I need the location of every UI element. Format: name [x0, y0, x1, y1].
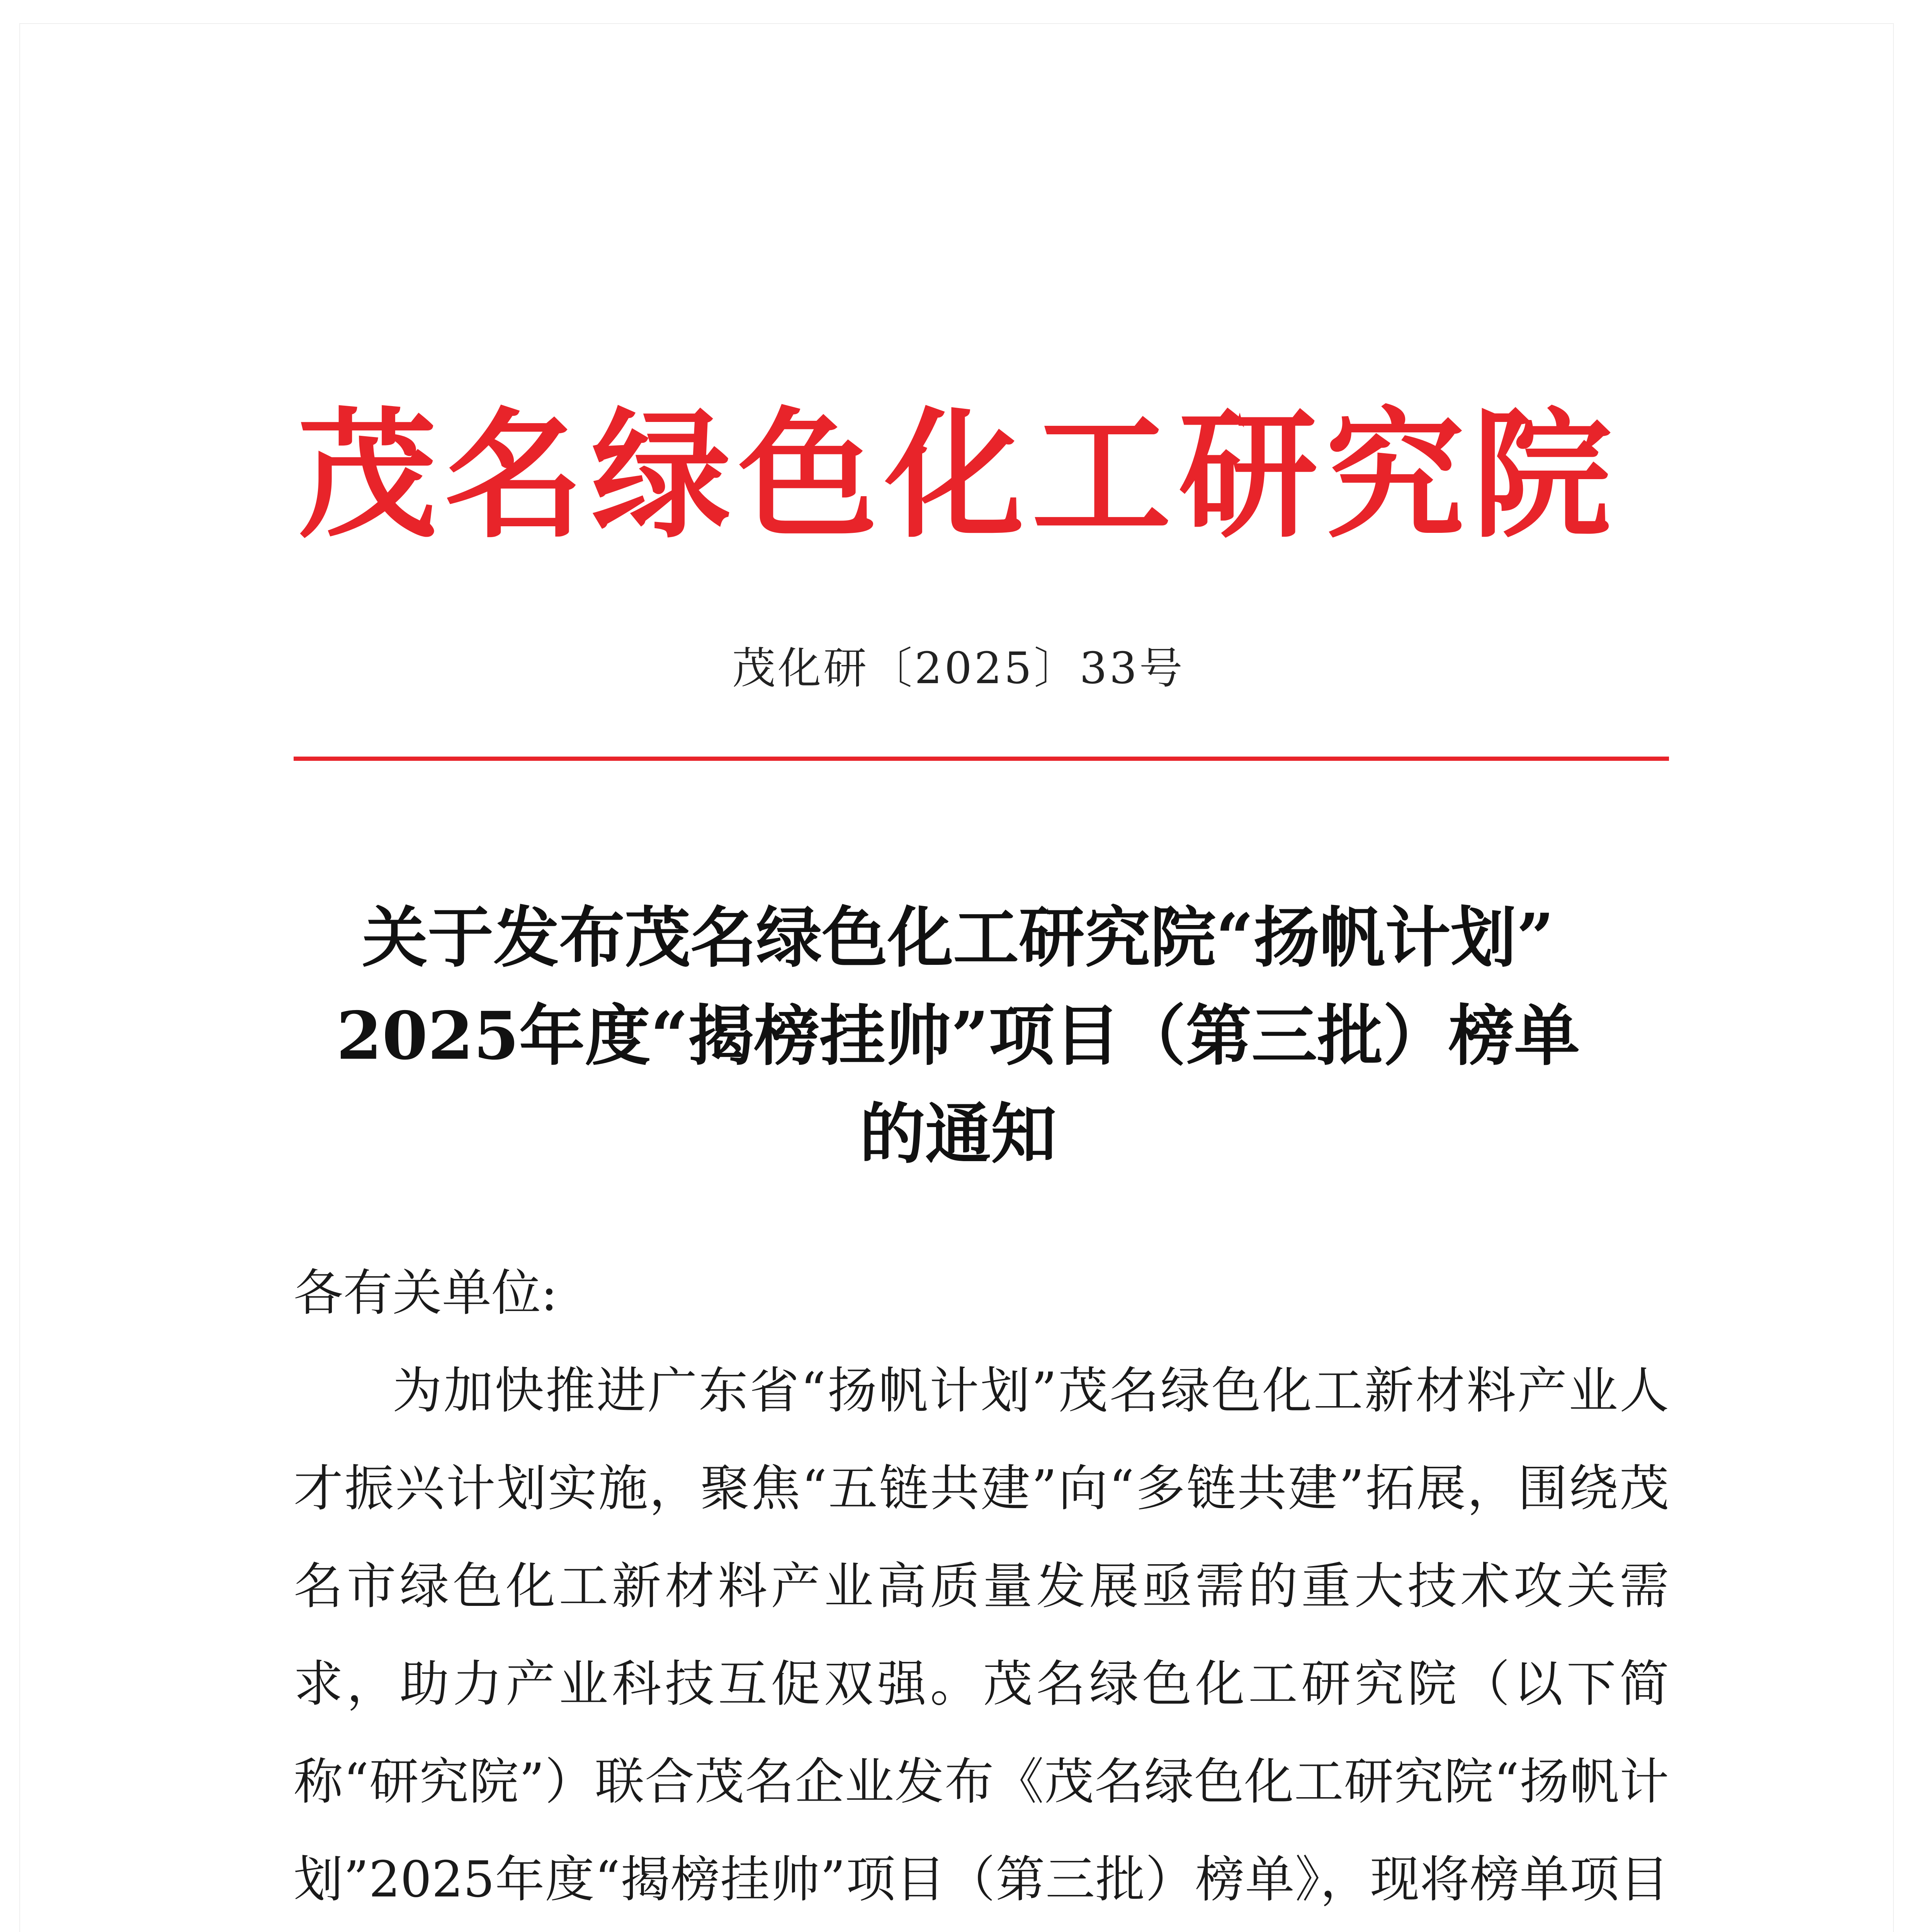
document-number: 茂化研〔2025〕33号 — [732, 643, 1185, 694]
notice-title-line-1: 关于发布茂名绿色化工研究院“扬帆计划” — [362, 899, 1554, 976]
notice-title-line-2: 2025年度“揭榜挂帅”项目（第三批）榜单 — [336, 997, 1580, 1075]
red-divider-line — [294, 757, 1669, 761]
notice-title-line-3: 的通知 — [859, 1095, 1057, 1173]
organization-header: 茂名绿色化工研究院 — [298, 393, 1619, 557]
salutation: 各有关单位: — [294, 1264, 558, 1322]
notice-title — [240, 889, 1677, 1183]
notice-body — [294, 1244, 1669, 1932]
intro-paragraph: 为加快推进广东省“扬帆计划”茂名绿色化工新材料产业人才振兴计划实施，聚焦“五链共建”向“多链共建”拓展，围绕茂名市绿色化工新材料产业高质量发展亟需的重大技术攻关需求，助力产业科技互促双强。茂名绿色化工研究院（以下简称“研究院”）联合茂名企业发布《茂名绿色化工研究院“扬帆计划”2025年度“揭榜挂帅”项目（第三批）榜单》，现将榜单项目 — [294, 1362, 1669, 1908]
